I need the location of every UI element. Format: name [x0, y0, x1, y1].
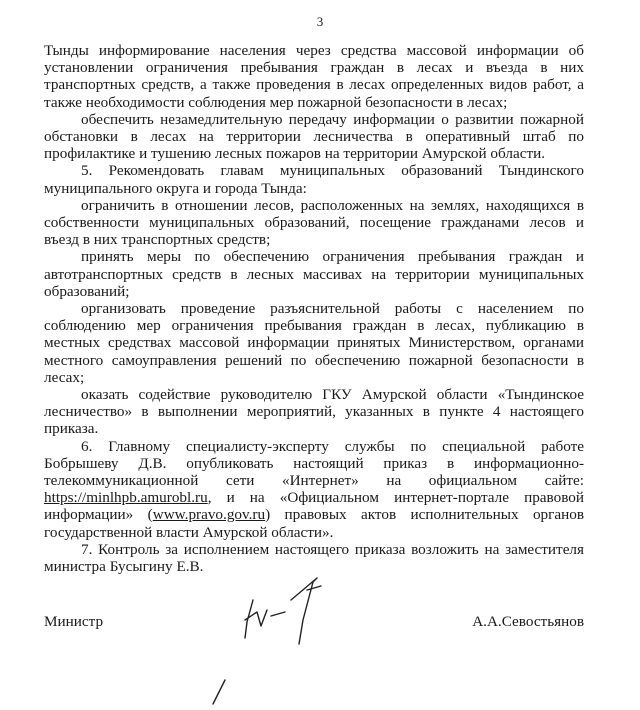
- paragraph-text: ) правовых актов исполнительных органов государственной власти Амурской области».: [44, 506, 584, 541]
- paragraph: [44, 197, 584, 249]
- paragraph-text: принять меры по обеспечению ограничения пребывания граждан и автотранспортных средств в лесных массивах на территории муниципальных образований;: [44, 248, 584, 300]
- paragraph-text: обеспечить незамедлительную передачу информации о развитии пожарной обстановки в лесах на территории лесничества в оперативный штаб по профилактике и тушению лесных пожаров на территории Амурской области.: [44, 110, 584, 163]
- document-body: [44, 42, 584, 575]
- paragraph-text: 7. Контроль за исполнением настоящего приказа возложить на заместителя министра Бусыгину Е.В.: [44, 540, 584, 576]
- paragraph-text: 5. Рекомендовать главам муниципальных образований Тындинского муниципального округа и города Тында:: [44, 162, 584, 197]
- signatory-title: Министр: [44, 613, 104, 630]
- paragraph-text: 6. Главному специалисту-эксперту службы по специальной работе Бобрышеву Д.В. опубликовать настоящий приказ в информационно-телекоммуникационной сети «Интернет» на официальном сайте:: [44, 437, 584, 490]
- paragraph: [44, 386, 584, 438]
- hyperlink[interactable]: www.pravo.gov.ru: [152, 506, 266, 524]
- paragraph: [44, 248, 584, 300]
- handwritten-signature: [195, 560, 355, 710]
- paragraph: [44, 438, 584, 541]
- signatory-name: А.А.Севостьянов: [472, 613, 584, 630]
- paragraph-text: ограничить в отношении лесов, расположенных на землях, находящихся в собственности муниципальных образований, посещение гражданами лесов и въезд в них транспортных средств;: [44, 196, 584, 249]
- paragraph-text: Тынды информирование населения через средства массовой информации об установлении ограничения пребывания граждан в лесах и въезда в них транспортных средств, а также проведения в лесах определенных видов работ, а также необходимости соблюдения мер пожарной безопасности в лесах;: [44, 42, 584, 111]
- paragraph: [44, 300, 584, 386]
- paragraph: [44, 162, 584, 196]
- paragraph-text: , и на «Официальном интернет-портале правовой информации» (: [44, 489, 584, 524]
- page-number: 3: [316, 14, 324, 29]
- paragraph: [44, 111, 584, 163]
- paragraph: [44, 42, 584, 111]
- paragraph-text: организовать проведение разъяснительной работы с населением по соблюдению мер ограничения пребывания граждан в лесах, публикацию в местных средствах массовой информации принятых Министерством, органами местного самоуправления решений по обеспечению пожарной безопасности в лесах;: [44, 300, 584, 386]
- paragraph-text: оказать содействие руководителю ГКУ Амурской области «Тындинское лесничество» в выполнении мероприятий, указанных в пункте 4 настоящего приказа.: [44, 386, 584, 438]
- hyperlink[interactable]: https://minlhpb.amurobl.ru: [44, 489, 208, 507]
